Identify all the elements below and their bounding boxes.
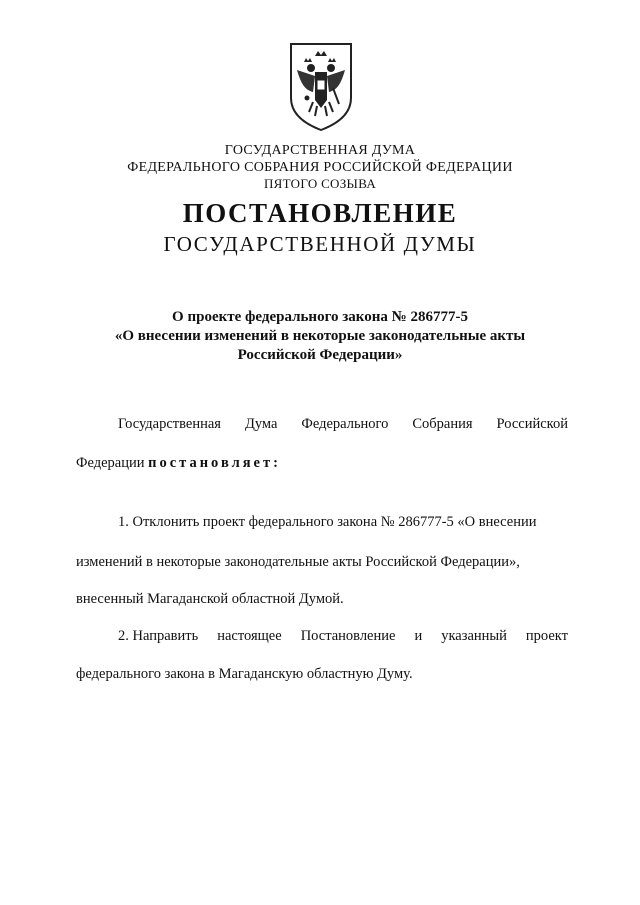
item2-word: и (414, 628, 423, 644)
preamble-line-1 (118, 415, 568, 433)
item2-word: проект (525, 628, 568, 644)
preamble-line-2-start: Федерации (76, 455, 145, 471)
law-title-line-2: «О внесении изменений в некоторые законодательные акты (114, 328, 526, 344)
document-subtitle: ГОСУДАРСТВЕННОЙ ДУМЫ (163, 232, 477, 256)
preamble-decree-word: постановляет: (148, 455, 281, 471)
preamble-word: Дума (244, 416, 278, 432)
double-headed-eagle-emblem-icon (287, 40, 355, 132)
preamble-line-2 (76, 454, 568, 472)
document-title: ПОСТАНОВЛЕНИЕ (182, 198, 458, 228)
item2-word: 2. Направить (118, 628, 199, 644)
item1-line-3: внесенный Магаданской областной Думой. (76, 591, 344, 607)
item2-line-2: федерального закона в Магаданскую областную Думу. (76, 666, 413, 682)
header-line-3: ПЯТОГО СОЗЫВА (263, 176, 377, 191)
item1-line-1: 1. Отклонить проект федерального закона № 286777-5 «О внесении (118, 514, 537, 530)
header-line-1: ГОСУДАРСТВЕННАЯ ДУМА (224, 143, 416, 158)
item2-word: настоящее (217, 628, 282, 644)
header-line-2: ФЕДЕРАЛЬНОГО СОБРАНИЯ РОССИЙСКОЙ ФЕДЕРАЦИИ (127, 160, 513, 175)
preamble-word: Российской (496, 416, 568, 432)
item2-line-1 (118, 627, 568, 645)
item1-line-2: изменений в некоторые законодательные акты Российской Федерации», (76, 554, 520, 570)
item2-word: указанный (441, 628, 507, 644)
preamble-word: Федерального (301, 416, 389, 432)
item2-word: Постановление (300, 628, 396, 644)
law-title-line-3: Российской Федерации» (237, 347, 403, 363)
law-title-line-1: О проекте федерального закона № 286777-5 (172, 309, 468, 325)
preamble-word: Собрания (412, 416, 473, 432)
preamble-word: Государственная (118, 416, 221, 432)
